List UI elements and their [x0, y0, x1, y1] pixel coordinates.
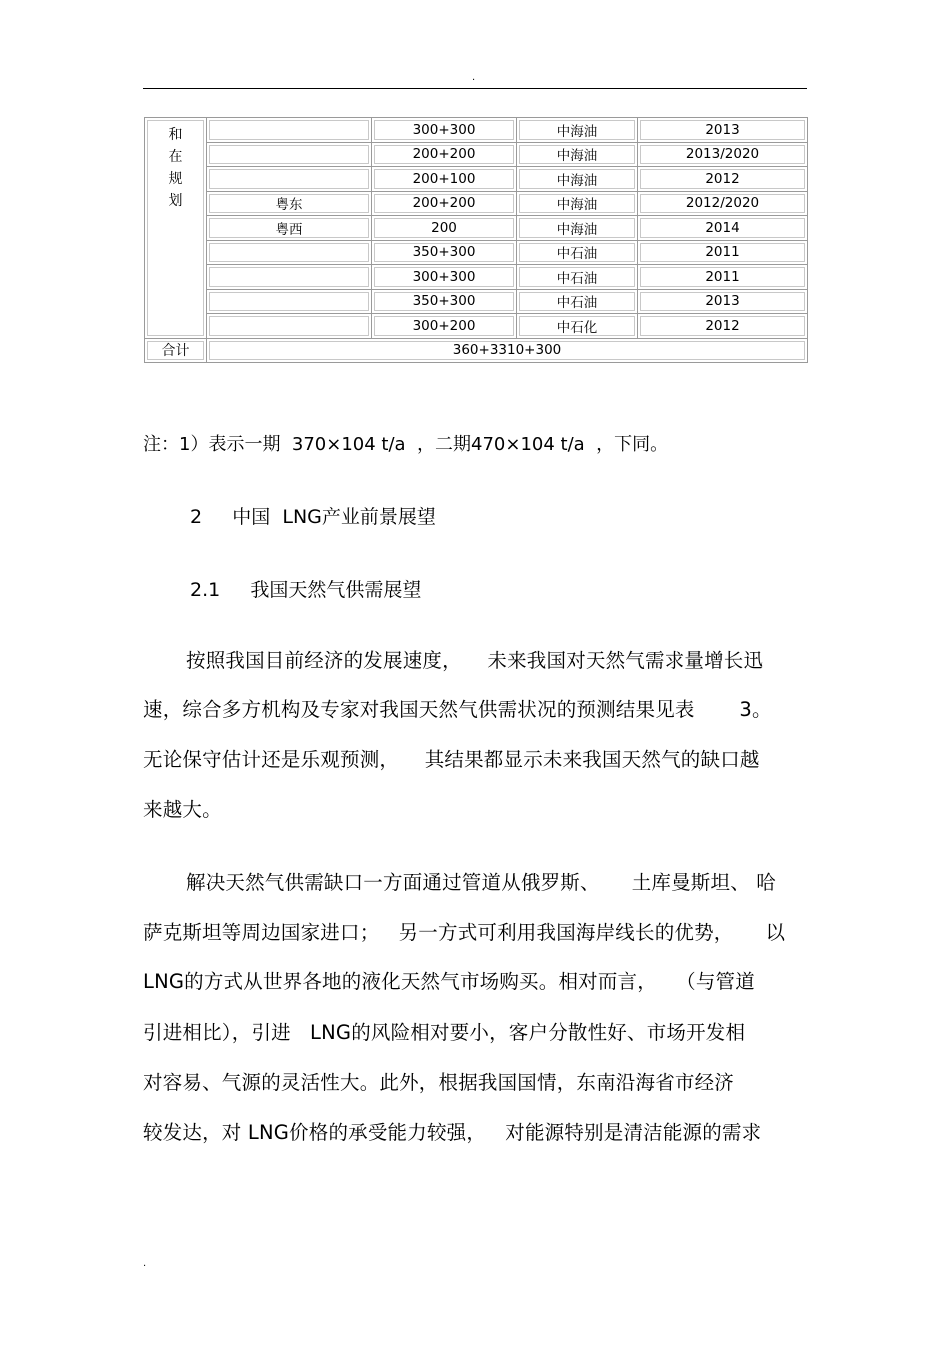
category-char: 划 — [168, 193, 183, 209]
capacity-cell: 200+200 — [372, 142, 517, 167]
table-row — [145, 265, 808, 290]
capacity-cell: 200+100 — [372, 167, 517, 192]
capacity-cell: 350+300 — [372, 289, 517, 314]
paragraph-1-line: 按照我国目前经济的发展速度， 未来我国对天然气需求量增长迅 — [186, 649, 764, 672]
company-cell: 中海油 — [517, 191, 638, 216]
region-cell: 粤西 — [207, 216, 372, 241]
company-cell: 中石油 — [517, 240, 638, 265]
lng-terminal-table — [144, 117, 808, 363]
company-cell: 中海油 — [517, 167, 638, 192]
region-cell — [207, 289, 372, 314]
region-cell — [207, 142, 372, 167]
capacity-cell: 350+300 — [372, 240, 517, 265]
capacity-cell: 200+200 — [372, 191, 517, 216]
company-cell: 中石油 — [517, 289, 638, 314]
table-row — [145, 191, 808, 216]
year-cell: 2013/2020 — [638, 142, 808, 167]
year-cell: 2011 — [638, 240, 808, 265]
category-cell — [145, 118, 207, 339]
section-2-heading — [190, 502, 436, 529]
capacity-cell: 200 — [372, 216, 517, 241]
paragraph-1-line: 速，综合多方机构及专家对我国天然气供需状况的预测结果见表 3。 — [143, 698, 772, 721]
year-cell: 2014 — [638, 216, 808, 241]
region-cell — [207, 265, 372, 290]
header-mark: . — [472, 72, 476, 83]
total-value: 360+3310+300 — [207, 338, 808, 363]
capacity-cell: 300+200 — [372, 314, 517, 339]
company-cell: 中石油 — [517, 265, 638, 290]
paragraph-1-line: 无论保守估计还是乐观预测， 其结果都显示未来我国天然气的缺口越 — [143, 748, 760, 771]
section-title: 中国 LNG产业前景展望 — [232, 506, 436, 528]
category-char: 在 — [168, 149, 183, 165]
company-cell: 中海油 — [517, 142, 638, 167]
table-row — [145, 314, 808, 339]
table-row — [145, 216, 808, 241]
paragraph-2-line: 解决天然气供需缺口一方面通过管道从俄罗斯、 土库曼斯坦、 哈 — [186, 871, 776, 894]
region-cell: 粤东 — [207, 191, 372, 216]
table-row — [145, 142, 808, 167]
category-char: 和 — [168, 127, 183, 143]
capacity-cell: 300+300 — [372, 118, 517, 143]
year-cell: 2012/2020 — [638, 191, 808, 216]
section-title: 我国天然气供需展望 — [250, 579, 422, 601]
year-cell: 2013 — [638, 118, 808, 143]
paragraph-1-line: 来越大。 — [143, 798, 222, 821]
table-note: 注：1）表示一期 370×104 t/a ，二期470×104 t/a ，下同。 — [143, 434, 669, 455]
table-row — [145, 118, 808, 143]
region-cell — [207, 240, 372, 265]
table-row — [145, 167, 808, 192]
section-number: 2 — [190, 506, 203, 528]
paragraph-2-line: 引进相比），引进 LNG的风险相对要小，客户分散性好、市场开发相 — [143, 1021, 746, 1044]
year-cell: 2013 — [638, 289, 808, 314]
company-cell: 中海油 — [517, 118, 638, 143]
header-rule — [143, 88, 807, 89]
year-cell: 2012 — [638, 167, 808, 192]
paragraph-2-line: LNG的方式从世界各地的液化天然气市场购买。相对而言， （与管道 — [143, 970, 755, 993]
company-cell: 中石化 — [517, 314, 638, 339]
total-label: 合计 — [145, 338, 207, 363]
table-row — [145, 240, 808, 265]
year-cell: 2011 — [638, 265, 808, 290]
section-number: 2.1 — [190, 579, 221, 601]
total-row — [145, 338, 808, 363]
capacity-cell: 300+300 — [372, 265, 517, 290]
year-cell: 2012 — [638, 314, 808, 339]
paragraph-2-line: 萨克斯坦等周边国家进口； 另一方式可利用我国海岸线长的优势， 以 — [143, 921, 786, 944]
company-cell: 中海油 — [517, 216, 638, 241]
table-row — [145, 289, 808, 314]
footer-mark: . — [143, 1258, 147, 1269]
paragraph-2-line: 较发达，对 LNG价格的承受能力较强， 对能源特别是清洁能源的需求 — [143, 1121, 762, 1144]
region-cell — [207, 118, 372, 143]
category-char: 规 — [168, 171, 183, 187]
section-2-1-heading — [190, 575, 421, 602]
table-body — [145, 118, 808, 363]
region-cell — [207, 167, 372, 192]
paragraph-2-line: 对容易、气源的灵活性大。此外，根据我国国情，东南沿海省市经济 — [143, 1071, 735, 1094]
region-cell — [207, 314, 372, 339]
